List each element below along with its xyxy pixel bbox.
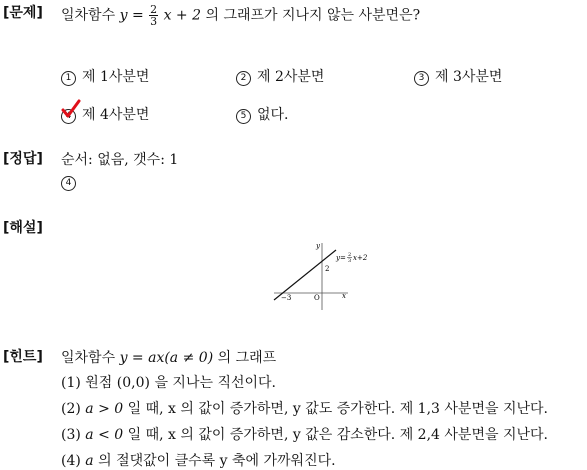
choice-label: 제 1사분면 [82, 69, 150, 85]
choice-1[interactable] [61, 66, 149, 86]
hint-line-1 [61, 372, 276, 392]
explanation-label: [해설] [3, 220, 43, 236]
choice-label: 제 2사분면 [257, 69, 325, 85]
line-fraction-numerator: 2 [348, 252, 352, 258]
hint-title-prefix: 일차함수 [61, 350, 116, 366]
y-axis-label: y [316, 242, 320, 250]
hint-line-4 [61, 450, 336, 470]
hint-line-math: a < 0 [85, 427, 124, 443]
answer-choice [61, 174, 82, 191]
choice-label: 제 4사분면 [82, 107, 150, 123]
hint-line-pre: (4) [61, 453, 81, 469]
question-tail: x + 2 [163, 7, 202, 24]
hint-title-eq: y = ax(a ≠ 0) [119, 350, 214, 366]
x-intercept-label: −3 [281, 294, 292, 302]
hint-line-2 [61, 398, 548, 418]
choice-number: 5 [236, 109, 251, 124]
question-fraction [149, 4, 158, 27]
problem-label: [문제] [3, 5, 43, 21]
x-axis-label: x [342, 292, 346, 300]
hint-line-pre: (1) 원점 [61, 375, 113, 391]
answer-order-text: 순서: 없음, 갯수: 1 [61, 152, 179, 168]
y-intercept-label: 2 [325, 265, 330, 273]
question-suffix: 의 그래프가 지나지 않는 사분면은? [205, 7, 421, 24]
choice-number: 4 [61, 109, 76, 124]
hint-line-math: a > 0 [85, 401, 124, 417]
function-line [274, 250, 336, 300]
checkmark-icon [61, 99, 81, 119]
hint-line-pre: (3) [61, 427, 81, 443]
hint-title-suffix: 의 그래프 [217, 350, 277, 366]
hint-line-post: 일 때, x 의 값이 증가하면, y 값도 증가한다. 제 1,3 사분면을 지난다. [127, 401, 548, 417]
hint-line-post: 을 지나는 직선이다. [154, 375, 276, 391]
hint-line-3 [61, 424, 548, 444]
question-var: y [119, 7, 128, 24]
fraction-denominator: 3 [150, 15, 158, 28]
fraction-numerator: 2 [150, 3, 158, 16]
choice-number: 3 [414, 71, 429, 86]
hint-label: [힌트] [3, 349, 43, 365]
hint-line-math: (0,0) [116, 375, 150, 391]
hint-title [61, 347, 276, 367]
question-prefix: 일차함수 [61, 7, 116, 24]
origin-label: O [314, 294, 320, 302]
choice-number: 1 [61, 71, 76, 86]
choice-2[interactable] [236, 66, 324, 86]
choice-5[interactable] [236, 104, 289, 124]
line-fraction-denominator: 3 [348, 258, 352, 264]
choice-label: 제 3사분면 [435, 69, 503, 85]
answer-label: [정답] [3, 151, 43, 167]
explanation-graph [268, 238, 388, 313]
hint-line-post: 의 절댓값이 클수록 y 축에 가까워진다. [98, 453, 336, 469]
question-eq: = [131, 7, 144, 24]
answer-number: 4 [61, 176, 76, 191]
line-equation-prefix: y= [336, 254, 346, 262]
choice-number: 2 [236, 71, 251, 86]
question-text [61, 4, 420, 27]
hint-line-post: 일 때, x 의 값이 증가하면, y 값은 감소한다. 제 2,4 사분면을 지난다. [127, 427, 548, 443]
hint-line-pre: (2) [61, 401, 81, 417]
choice-3[interactable] [414, 66, 502, 86]
line-equation-tail: x+2 [353, 254, 368, 262]
choice-label: 없다. [257, 107, 289, 123]
hint-line-math: a [85, 453, 94, 469]
